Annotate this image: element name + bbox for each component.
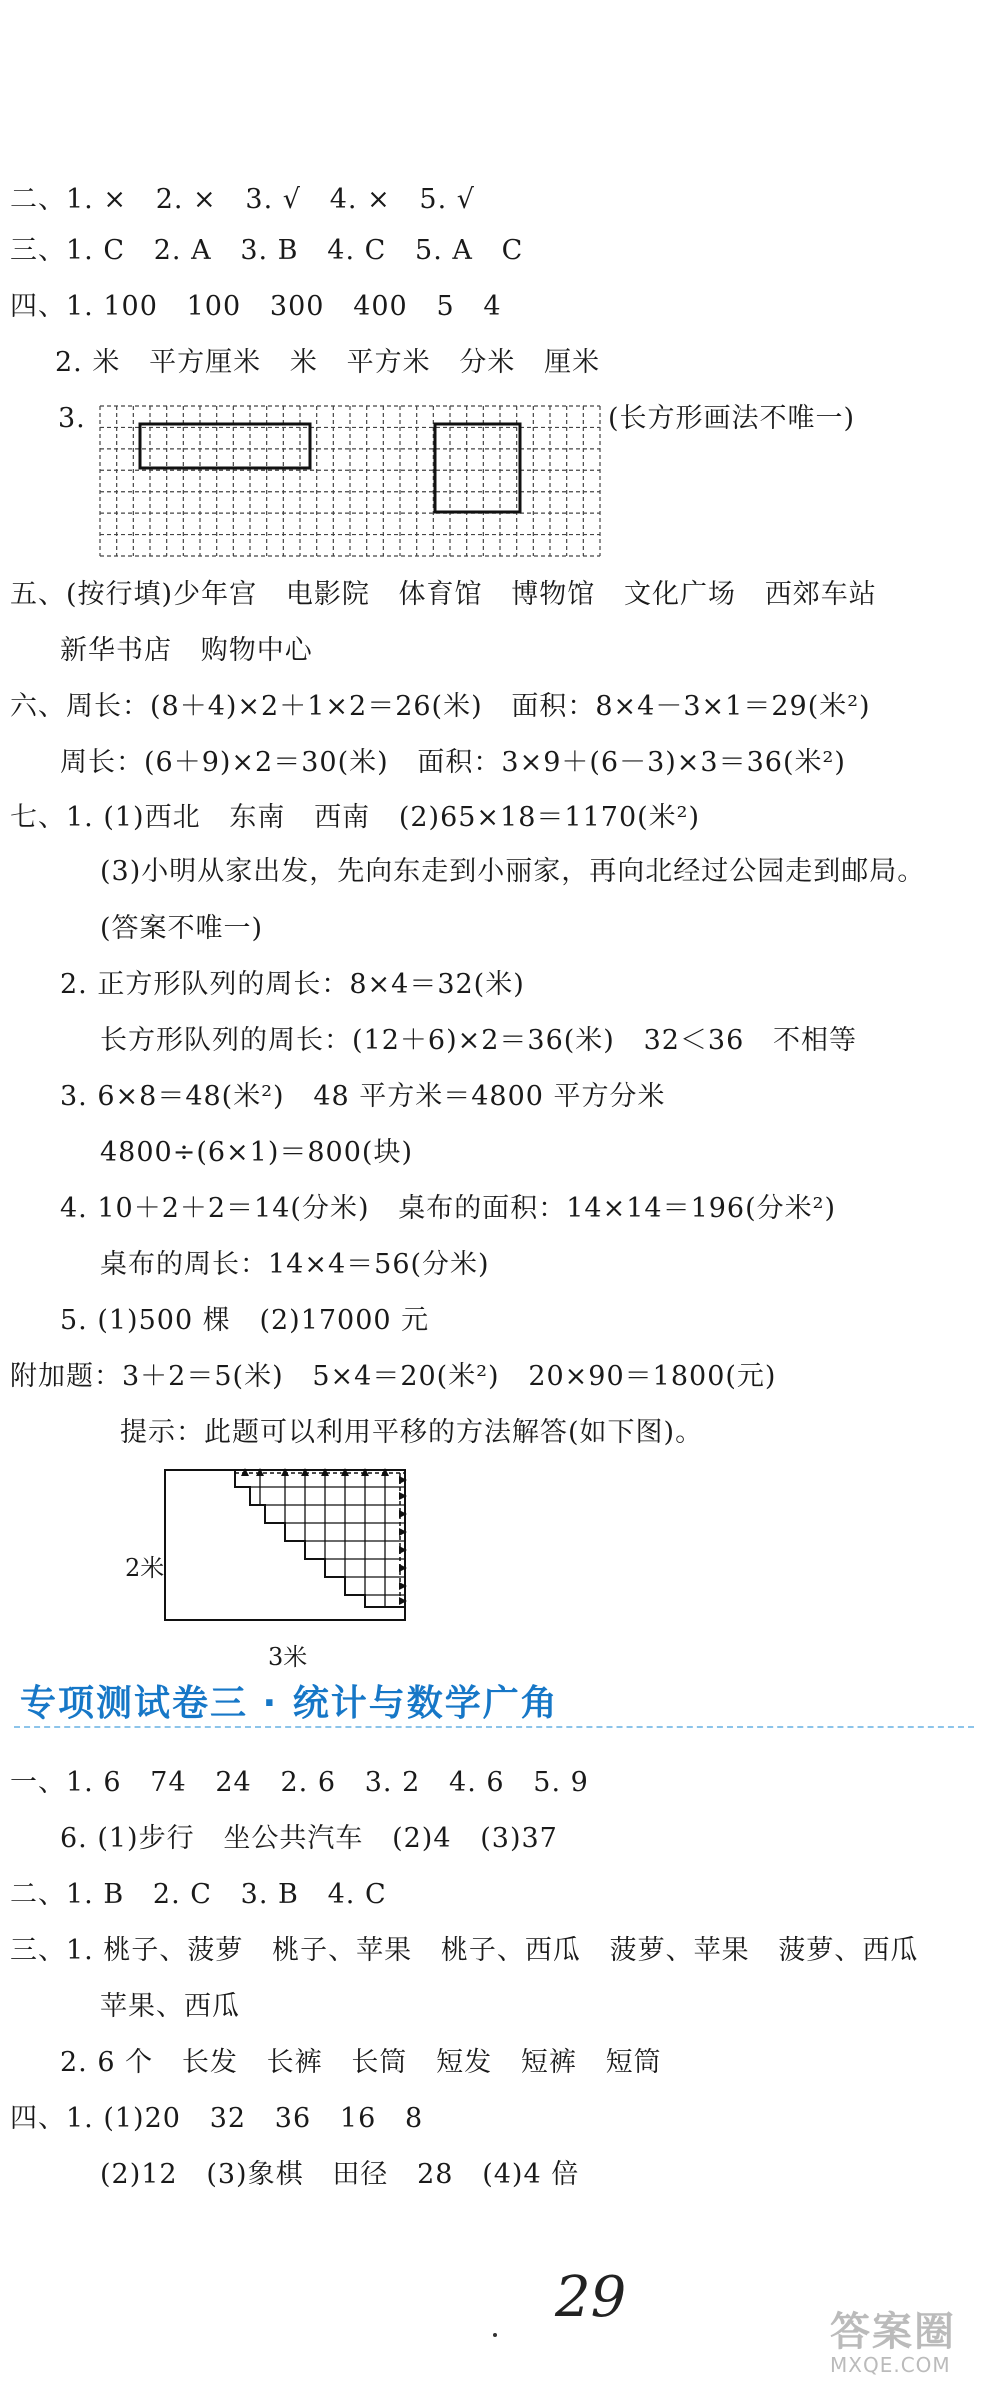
answer-line: (2)12 (3)象棋 田径 28 (4)4 倍: [100, 2159, 580, 2190]
answer-line: 4800÷(6×1)＝800(块): [100, 1137, 413, 1168]
answer-line: 2. 6 个 长发 长裤 长筒 短发 短裤 短筒: [60, 2047, 662, 2078]
page-number: 29: [555, 2265, 627, 2330]
answer-line: 周长：(6＋9)×2＝30(米) 面积：3×9＋(6－3)×3＝36(米²): [60, 747, 846, 778]
answer-line: 苹果、西瓜: [100, 1991, 240, 2022]
answer-line: 3.: [58, 403, 86, 434]
answer-line: 七、1. (1)西北 东南 西南 (2)65×18＝1170(米²): [10, 802, 701, 833]
answer-line: 三、1. C 2. A 3. B 4. C 5. A C: [10, 235, 524, 266]
section-title: 专项测试卷三 · 统计与数学广角: [20, 1683, 559, 1724]
answer-line: 附加题：3＋2＝5(米) 5×4＝20(米²) 20×90＝1800(元): [10, 1361, 777, 1392]
answer-line: 4. 10＋2＋2＝14(分米) 桌布的面积：14×14＝196(分米²): [60, 1193, 836, 1224]
grid-figure: [96, 402, 606, 560]
answer-line: 2. 米 平方厘米 米 平方米 分米 厘米: [55, 347, 601, 378]
answer-line: 桌布的周长：14×4＝56(分米): [100, 1249, 490, 1280]
answer-line: 2. 正方形队列的周长：8×4＝32(米): [60, 969, 525, 1000]
answer-line: 长方形队列的周长：(12＋6)×2＝36(米) 32＜36 不相等: [100, 1025, 858, 1056]
answer-line: 二、1. × 2. × 3. √ 4. × 5. √: [10, 184, 475, 215]
answer-line: 三、1. 桃子、菠萝 桃子、苹果 桃子、西瓜 菠萝、苹果 菠萝、西瓜: [10, 1935, 919, 1966]
rectangle-2: [435, 424, 520, 512]
answer-line: (3)小明从家出发，先向东走到小丽家，再向北经过公园走到邮局。: [100, 856, 926, 887]
answer-line: 提示：此题可以利用平移的方法解答(如下图)。: [120, 1417, 704, 1448]
watermark-url: MXQE.COM: [830, 2353, 951, 2377]
answer-line: 一、1. 6 74 24 2. 6 3. 2 4. 6 5. 9: [10, 1767, 589, 1798]
answer-line: 五、(按行填)少年宫 电影院 体育馆 博物馆 文化广场 西郊车站: [10, 579, 877, 610]
rectangle-1: [140, 424, 310, 468]
answer-line: 新华书店 购物中心: [60, 635, 313, 666]
answer-line: 6. (1)步行 坐公共汽车 (2)4 (3)37: [60, 1823, 558, 1854]
staircase-figure: [160, 1465, 420, 1635]
answer-line: 四、1. 100 100 300 400 5 4: [10, 291, 502, 322]
watermark: [830, 2300, 956, 2377]
figure-label-width: 3米: [268, 1643, 308, 1671]
answer-line: 四、1. (1)20 32 36 16 8: [10, 2103, 424, 2134]
answer-line: 5. (1)500 棵 (2)17000 元: [60, 1305, 430, 1336]
figure-label-height: 2米: [125, 1554, 165, 1582]
answer-line: 二、1. B 2. C 3. B 4. C: [10, 1879, 387, 1910]
answer-line: 3. 6×8＝48(米²) 48 平方米＝4800 平方分米: [60, 1081, 666, 1112]
answer-line: (答案不唯一): [100, 913, 264, 944]
section-divider: [14, 1726, 974, 1730]
watermark-logo-text: 答案圈: [830, 2309, 956, 2355]
answer-note: (长方形画法不唯一): [608, 403, 856, 434]
dot-mark: [493, 2333, 497, 2337]
answer-line: 六、周长：(8＋4)×2＋1×2＝26(米) 面积：8×4－3×1＝29(米²): [10, 691, 871, 722]
